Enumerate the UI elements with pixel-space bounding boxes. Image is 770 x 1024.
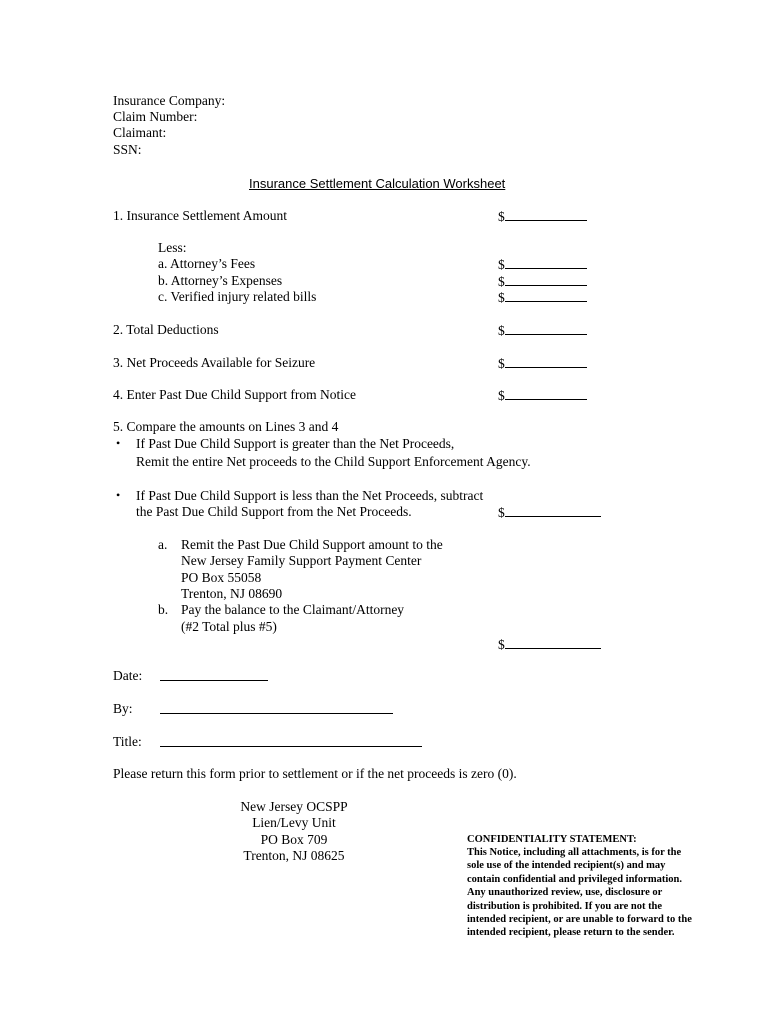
by-field[interactable] <box>160 701 393 718</box>
line-2-label: 2. Total Deductions <box>113 322 219 337</box>
sub-item-b-label: b. <box>158 602 169 617</box>
date-blank[interactable] <box>160 668 268 681</box>
line-3-label: 3. Net Proceeds Available for Seizure <box>113 355 316 370</box>
address-line-1: New Jersey OCSPP <box>240 799 348 814</box>
bullet-icon: • <box>116 488 121 502</box>
bullet-icon: • <box>116 436 121 450</box>
address-line-2: Lien/Levy Unit <box>252 815 336 830</box>
confidentiality-line: contain confidential and privileged information. <box>467 874 682 885</box>
confidentiality-line: intended recipient, or are unable to forward to the <box>467 914 692 925</box>
date-label: Date: <box>113 668 143 683</box>
dollar-sign: $ <box>498 388 505 403</box>
bullet-2-line-2: the Past Due Child Support from the Net Proceeds. <box>136 504 412 519</box>
attorney-fees-blank[interactable] <box>505 256 587 269</box>
attorney-expenses-amount[interactable] <box>498 273 587 290</box>
sub-item-a-line-2: New Jersey Family Support Payment Center <box>181 553 422 568</box>
sub-item-a-label: a. <box>158 537 168 552</box>
line-1-label: 1. Insurance Settlement Amount <box>113 208 287 223</box>
address-line-3: PO Box 709 <box>260 832 328 847</box>
line-4-amount[interactable] <box>498 387 587 404</box>
by-label: By: <box>113 701 133 716</box>
injury-bills-label: c. Verified injury related bills <box>158 289 317 304</box>
injury-bills-amount[interactable] <box>498 289 587 306</box>
balance-blank[interactable] <box>505 636 601 649</box>
title-field[interactable] <box>160 734 422 751</box>
dollar-sign: $ <box>498 257 505 272</box>
by-blank[interactable] <box>160 701 393 714</box>
dollar-sign: $ <box>498 356 505 371</box>
bullet-1-line-2: Remit the entire Net proceeds to the Child Support Enforcement Agency. <box>136 454 531 469</box>
confidentiality-heading: CONFIDENTIALITY STATEMENT: <box>467 834 637 845</box>
attorney-fees-label: a. Attorney’s Fees <box>158 256 256 271</box>
line-2-blank[interactable] <box>505 322 587 335</box>
claim-number-label: Claim Number: <box>113 109 198 124</box>
insurance-company-label: Insurance Company: <box>113 93 226 108</box>
attorney-expenses-blank[interactable] <box>505 273 587 286</box>
line-1-amount[interactable] <box>498 208 587 225</box>
date-field[interactable] <box>160 668 268 685</box>
dollar-sign: $ <box>498 209 505 224</box>
confidentiality-line: sole use of the intended recipient(s) and may <box>467 860 666 871</box>
dollar-sign: $ <box>498 274 505 289</box>
difference-blank[interactable] <box>505 504 601 517</box>
bullet-2-line-1: If Past Due Child Support is less than the Net Proceeds, subtract <box>136 488 484 503</box>
balance-amount[interactable] <box>498 636 601 653</box>
sub-item-a-line-4: Trenton, NJ 08690 <box>181 586 283 601</box>
address-line-4: Trenton, NJ 08625 <box>243 848 345 863</box>
difference-amount[interactable] <box>498 504 601 521</box>
ssn-label: SSN: <box>113 142 142 157</box>
line-2-amount[interactable] <box>498 322 587 339</box>
attorney-expenses-label: b. Attorney’s Expenses <box>158 273 283 288</box>
sub-item-a-line-1: Remit the Past Due Child Support amount to the <box>181 537 443 552</box>
dollar-sign: $ <box>498 290 505 305</box>
page-title: Insurance Settlement Calculation Worksheet <box>249 176 506 191</box>
dollar-sign: $ <box>498 505 505 520</box>
confidentiality-line: intended recipient, please return to the sender. <box>467 927 675 938</box>
line-3-amount[interactable] <box>498 355 587 372</box>
confidentiality-line: This Notice, including all attachments, is for the <box>467 847 682 858</box>
line-1-blank[interactable] <box>505 208 587 221</box>
sub-item-a-line-3: PO Box 55058 <box>181 570 262 585</box>
sub-item-b-line-1: Pay the balance to the Claimant/Attorney <box>181 602 405 617</box>
less-label: Less: <box>158 240 187 255</box>
line-3-blank[interactable] <box>505 355 587 368</box>
sub-item-b-line-2: (#2 Total plus #5) <box>181 619 277 634</box>
title-label: Title: <box>113 734 142 749</box>
line-4-blank[interactable] <box>505 387 587 400</box>
bullet-1-line-1: If Past Due Child Support is greater than the Net Proceeds, <box>136 436 455 451</box>
line-4-label: 4. Enter Past Due Child Support from Notice <box>113 387 356 402</box>
injury-bills-blank[interactable] <box>505 289 587 302</box>
dollar-sign: $ <box>498 637 505 652</box>
confidentiality-line: distribution is prohibited. If you are not the <box>467 901 663 912</box>
attorney-fees-amount[interactable] <box>498 256 587 273</box>
confidentiality-line: Any unauthorized review, use, disclosure or <box>467 887 663 898</box>
claimant-label: Claimant: <box>113 125 167 140</box>
title-blank[interactable] <box>160 734 422 747</box>
dollar-sign: $ <box>498 323 505 338</box>
return-note: Please return this form prior to settlement or if the net proceeds is zero (0). <box>113 766 517 781</box>
line-5-label: 5. Compare the amounts on Lines 3 and 4 <box>113 419 339 434</box>
